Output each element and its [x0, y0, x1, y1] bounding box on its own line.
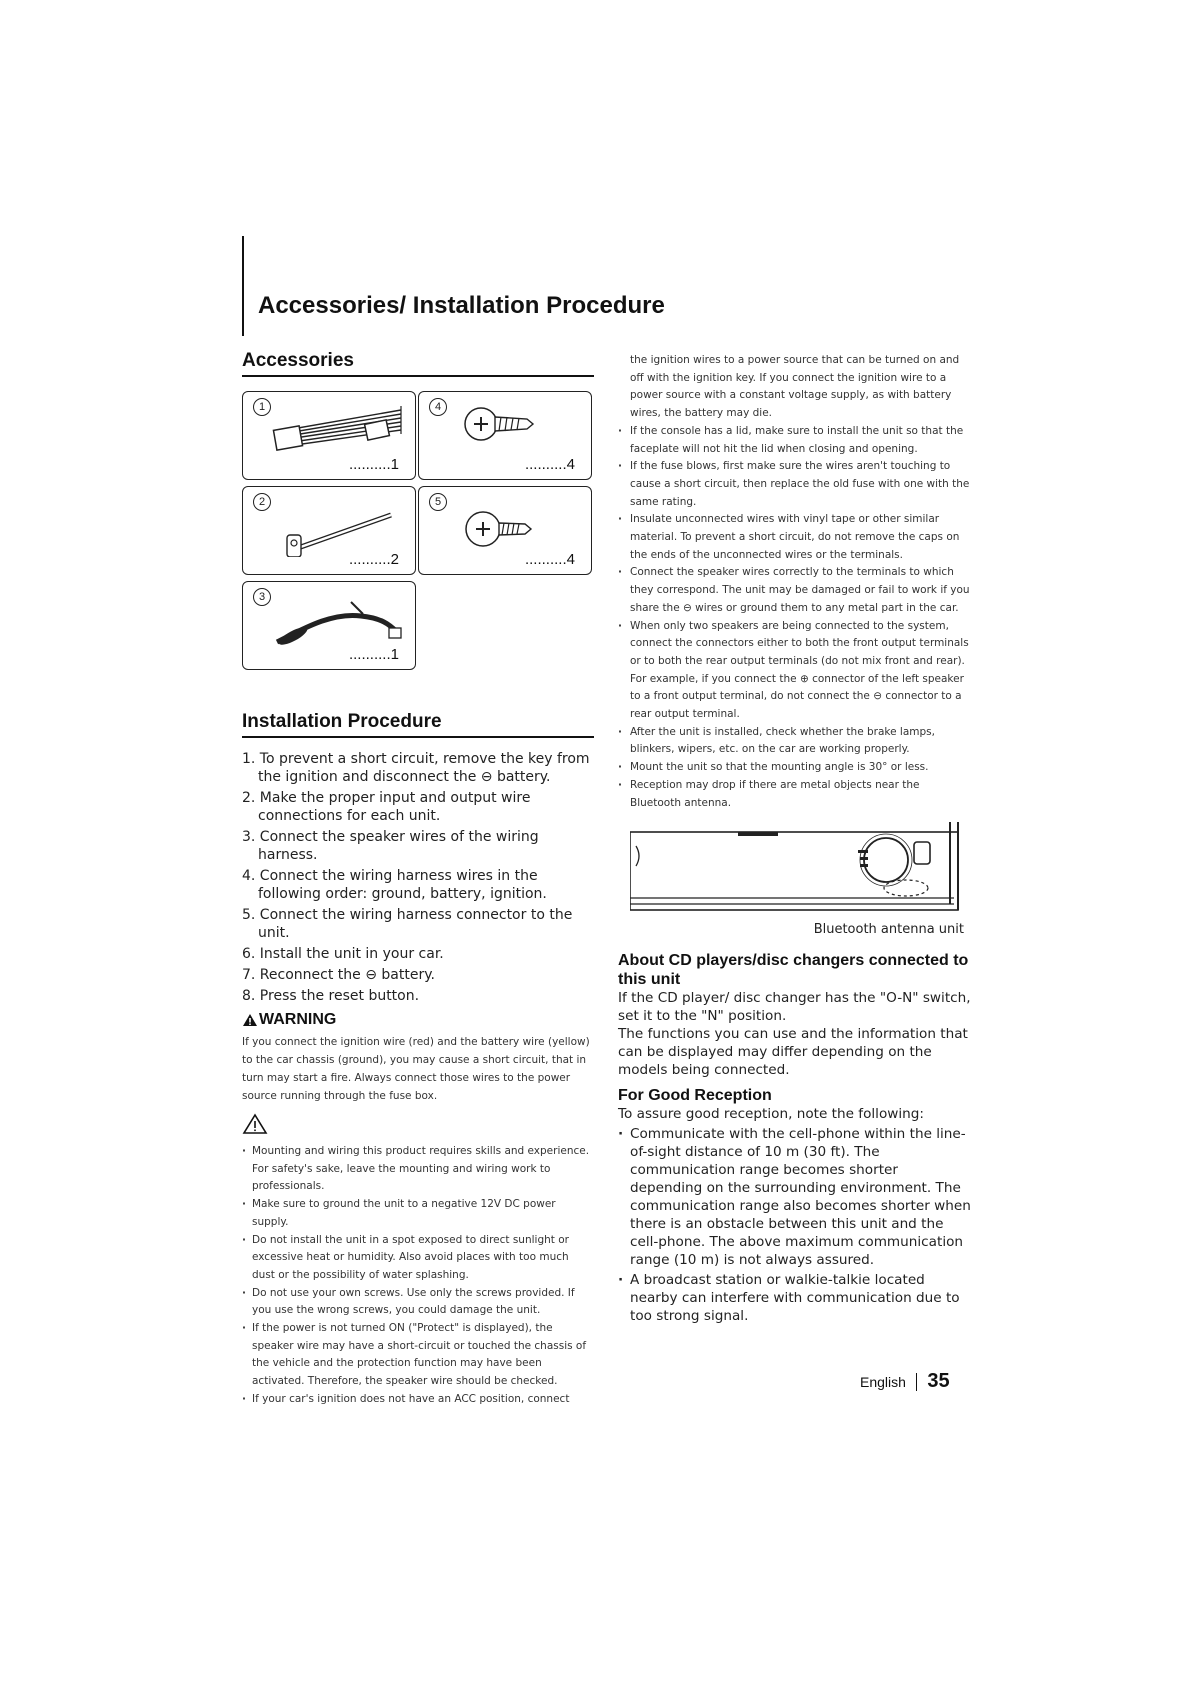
head-unit-illustration-icon	[630, 812, 972, 920]
list-item: · Connect the speaker wires correctly to the terminals to which they correspond. The unit may be damaged or fail to work if you share the ⊖ wires or ground them to any metal part in the car.	[618, 564, 972, 617]
accessory-number: 4	[429, 398, 447, 416]
accessory-item-3	[242, 581, 416, 670]
right-column	[618, 352, 972, 1325]
caution-list	[242, 1143, 594, 1409]
list-item: · If your car's ignition does not have an ACC position, connect	[242, 1391, 594, 1409]
warning-heading	[242, 1011, 594, 1029]
list-item: 4. Connect the wiring harness wires in the following order: ground, battery, ignition.	[242, 868, 547, 902]
round-screw-icon	[447, 497, 567, 552]
page-number: 35	[927, 1370, 950, 1392]
title-vertical-rule	[242, 236, 244, 336]
list-item: · Reception may drop if there are metal objects near the Bluetooth antenna.	[618, 777, 972, 812]
footer-divider	[916, 1373, 918, 1391]
accessory-quantity: ..........4	[524, 456, 575, 473]
caution-triangle-icon	[242, 1113, 268, 1135]
installation-heading: Installation Procedure	[242, 711, 594, 738]
installation-steps	[242, 750, 594, 1005]
cd-changers-para-1: If the CD player/ disc changer has the "O-N" switch, set it to the "N" position.	[618, 990, 971, 1025]
page-footer	[860, 1370, 950, 1393]
cd-changers-heading: About CD players/disc changers connected to this unit	[618, 952, 969, 989]
list-item: · Do not install the unit in a spot exposed to direct sunlight or excessive heat or humidity. Also avoid places with too much dust or the possibility of water splashing.	[242, 1232, 594, 1285]
list-item: · When only two speakers are being connected to the system, connect the connectors either to both the front output terminals or to both the rear output terminals (do not mix front and rear). For example, if you connect the ⊕ connector of the left speaker to a front output terminal, do not connect the ⊖ connector to a rear output terminal.	[618, 618, 972, 724]
accessory-item-1	[242, 391, 416, 480]
accessory-item-5	[418, 486, 592, 575]
warning-triangle-icon	[242, 1013, 258, 1027]
caution-icon-wrap	[242, 1113, 594, 1139]
accessory-quantity: ..........2	[348, 551, 399, 568]
caution-list-continued	[618, 423, 972, 812]
left-column	[242, 350, 594, 1409]
list-item: · Communicate with the cell-phone within the line-of-sight distance of 10 m (30 ft). The communication range becomes shorter depending on the surrounding environment. The communication range also becomes shorter when there is an obstacle between this unit and the cell-phone. The above maximum communication range (10 m) is not always assured.	[618, 1125, 972, 1269]
accessory-item-4	[418, 391, 592, 480]
list-item: 2. Make the proper input and output wire connections for each unit.	[242, 790, 531, 824]
list-item: · If the power is not turned ON ("Protect" is displayed), the speaker wire may have a short-circuit or touched the chassis of the vehicle and the protection function may have been activated. Therefore, the speaker wire should be checked.	[242, 1320, 594, 1391]
list-item: 3. Connect the speaker wires of the wiring harness.	[242, 829, 539, 863]
list-item: · If the console has a lid, make sure to install the unit so that the faceplate will not hit the lid when closing and opening.	[618, 423, 972, 458]
warning-label: WARNING	[259, 1011, 337, 1028]
figure-caption: Bluetooth antenna unit	[813, 922, 964, 938]
reception-heading: For Good Reception	[618, 1087, 772, 1105]
removal-key-icon	[271, 497, 411, 557]
reception-intro: To assure good reception, note the following:	[618, 1106, 924, 1123]
list-item: · Make sure to ground the unit to a negative 12V DC power supply.	[242, 1196, 594, 1231]
accessory-number: 1	[253, 398, 271, 416]
list-item: · Do not use your own screws. Use only the screws provided. If you use the wrong screws, you could damage the unit.	[242, 1285, 594, 1320]
accessories-heading: Accessories	[242, 350, 594, 377]
list-item: · A broadcast station or walkie-talkie located nearby can interfere with communication due to too strong signal.	[618, 1271, 972, 1325]
antenna-cable-icon	[271, 592, 411, 652]
list-item: · Mount the unit so that the mounting angle is 30° or less.	[618, 759, 972, 777]
list-item: 8. Press the reset button.	[242, 988, 420, 1004]
accessory-number: 5	[429, 493, 447, 511]
flat-screw-icon	[447, 402, 567, 447]
accessory-quantity: ..........1	[348, 456, 399, 473]
footer-language: English	[860, 1373, 906, 1390]
accessory-item-2	[242, 486, 416, 575]
warning-text: If you connect the ignition wire (red) and the battery wire (yellow) to the car chassis (ground), you may cause a short circuit, that in turn may start a fire. Always connect those wires to the power source running through the fuse box.	[242, 1036, 590, 1102]
cd-changers-para-2: The functions you can use and the information that can be displayed may differ depending on the models being connected.	[618, 1026, 968, 1079]
accessory-number: 2	[253, 493, 271, 511]
caution-continuation: the ignition wires to a power source that can be turned on and off with the ignition key. If you connect the ignition wire to a power source with a constant voltage supply, as with battery wires, the battery may die.	[630, 354, 960, 420]
list-item: · Insulate unconnected wires with vinyl tape or other similar material. To prevent a short circuit, do not remove the caps on the ends of the unconnected wires or the terminals.	[618, 511, 972, 564]
list-item: 6. Install the unit in your car.	[242, 946, 444, 962]
accessory-number: 3	[253, 588, 271, 606]
page-title: Accessories/ Installation Procedure	[258, 292, 665, 319]
reception-list	[618, 1125, 972, 1325]
list-item: 7. Reconnect the ⊖ battery.	[242, 967, 435, 983]
list-item: · If the fuse blows, first make sure the wires aren't touching to cause a short circuit, then replace the old fuse with one with the same rating.	[618, 458, 972, 511]
list-item: 5. Connect the wiring harness connector to the unit.	[242, 907, 573, 941]
list-item: · After the unit is installed, check whether the brake lamps, blinkers, wipers, etc. on the car are working properly.	[618, 724, 972, 759]
wiring-harness-icon	[271, 402, 411, 457]
list-item: 1. To prevent a short circuit, remove the key from the ignition and disconnect the ⊖ battery.	[242, 751, 590, 785]
list-item: · Mounting and wiring this product requires skills and experience. For safety's sake, leave the mounting and wiring work to professionals.	[242, 1143, 594, 1196]
accessory-quantity: ..........4	[524, 551, 575, 568]
bluetooth-antenna-figure	[630, 812, 972, 920]
accessories-grid	[242, 391, 594, 691]
accessory-quantity: ..........1	[348, 646, 399, 663]
